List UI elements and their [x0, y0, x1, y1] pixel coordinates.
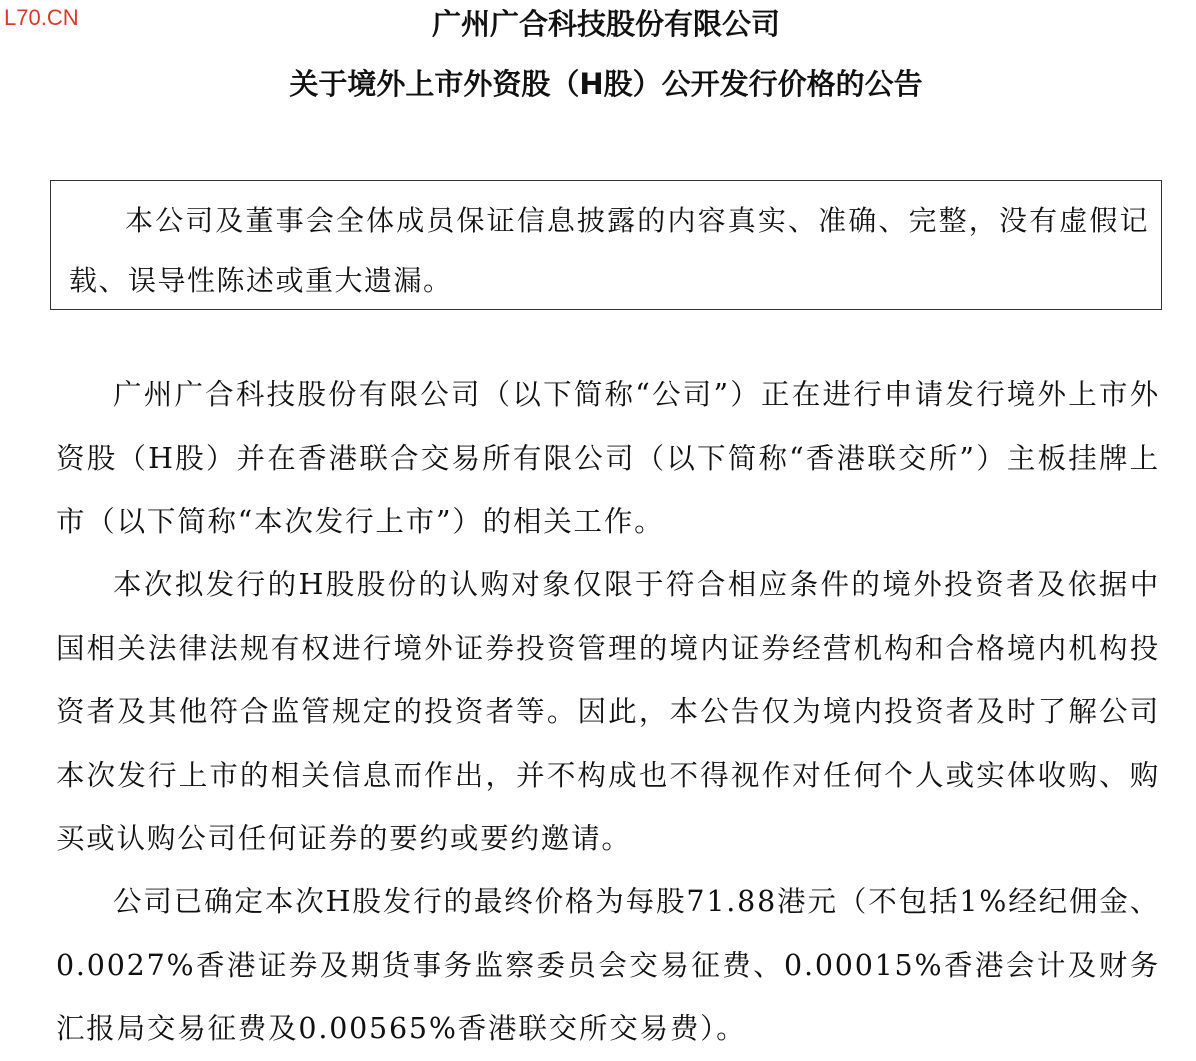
paragraph-listing-intro: 广州广合科技股份有限公司（以下简称“公司”）正在进行申请发行境外上市外资股（H股）并在香港联合交易所有限公司（以下简称“香港联交所”）主板挂牌上市（以下简称“本次发行上市”）的相关工作。 — [56, 378, 1160, 538]
disclaimer-box — [50, 180, 1162, 310]
site-watermark: L70.CN — [4, 5, 79, 30]
paragraph-final-price: 公司已确定本次H股发行的最终价格为每股71.88港元（不包括1%经纪佣金、0.0027%香港证券及期货事务监察委员会交易征费、0.00015%香港会计及财务汇报局交易征费及0.00565%香港联交所交易费）。 — [56, 885, 1160, 1045]
company-name-title: 广州广合科技股份有限公司 — [431, 7, 780, 41]
paragraph-investor-scope: 本次拟发行的H股股份的认购对象仅限于符合相应条件的境外投资者及依据中国相关法律法规有权进行境外证券投资管理的境内证券经营机构和合格境内机构投资者及其他符合监管规定的投资者等。因此，本公告仅为境内投资者及时了解公司本次发行上市的相关信息而作出，并不构成也不得视作对任何个人或实体收购、购买或认购公司任何证券的要约或要约邀请。 — [56, 568, 1160, 855]
disclaimer-text: 本公司及董事会全体成员保证信息披露的内容真实、准确、完整，没有虚假记载、误导性陈述或重大遗漏。 — [69, 204, 1149, 297]
announcement-title: 关于境外上市外资股（H股）公开发行价格的公告 — [289, 67, 923, 101]
